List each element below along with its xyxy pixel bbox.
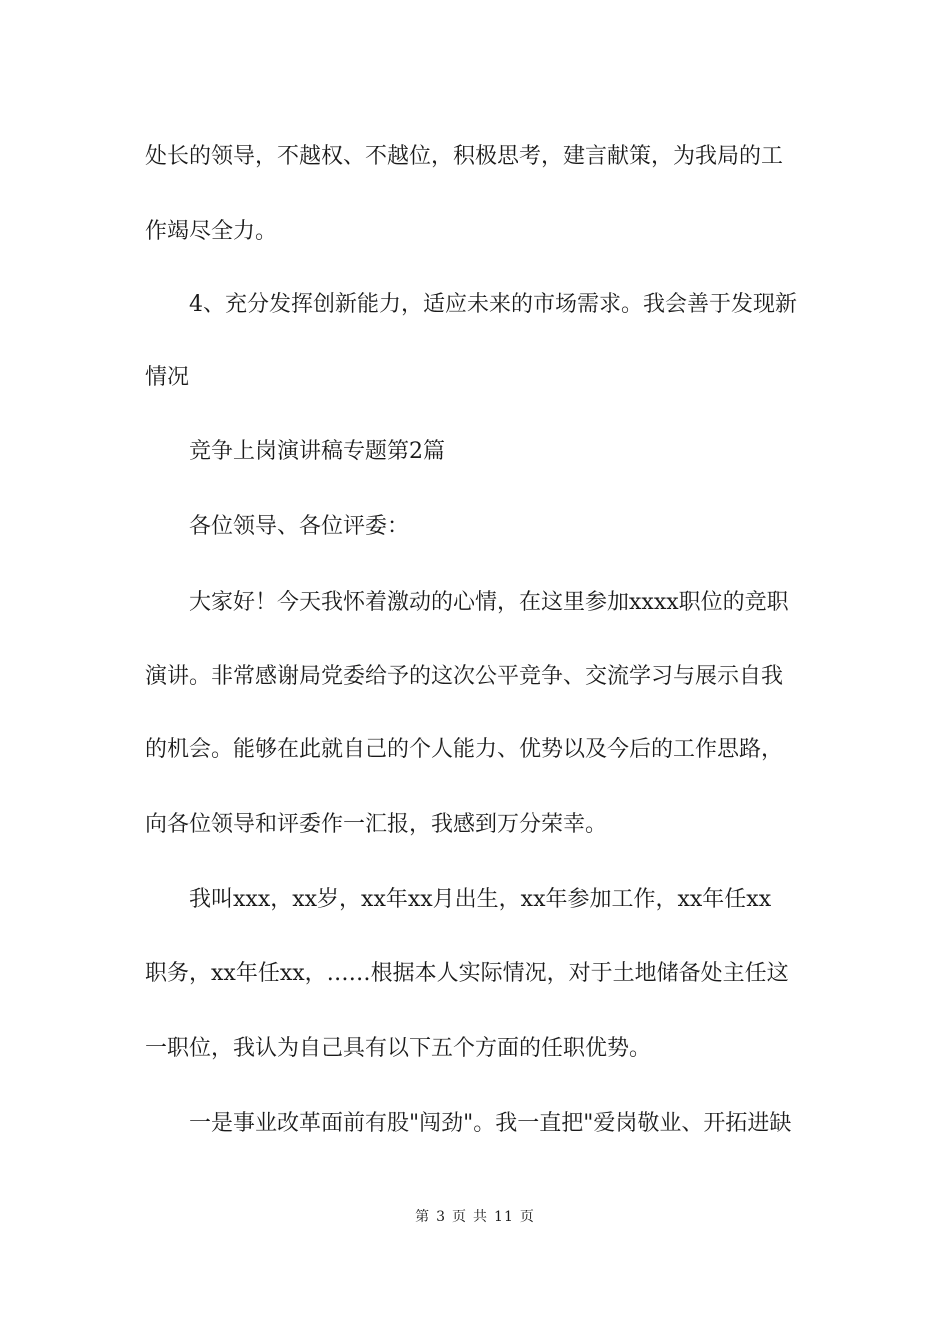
text-line-8: 演讲。非常感谢局党委给予的这次公平竞争、交流学习与展示自我 — [145, 664, 784, 689]
page-footer — [0, 1207, 950, 1227]
text-line-13: 一职位，我认为自己具有以下五个方面的任职优势。 — [145, 1036, 652, 1061]
text-line-2: 作竭尽全力。 — [145, 219, 278, 244]
text-line-12: 职务，xx年任xx，……根据本人实际情况，对于土地储备处主任这 — [145, 961, 789, 986]
text-line-7: 大家好！今天我怀着激动的心情，在这里参加xxxx职位的竞职 — [145, 590, 789, 615]
footer-page-word: 页 — [452, 1209, 468, 1225]
text-line-1: 处长的领导，不越权、不越位，积极思考，建言献策，为我局的工 — [145, 144, 784, 169]
text-line-11: 我叫xxx，xx岁，xx年xx月出生，xx年参加工作，xx年任xx — [145, 887, 772, 912]
section-heading: 竞争上岗演讲稿专题第2篇 — [145, 439, 445, 464]
salutation: 各位领导、各位评委： — [145, 514, 410, 539]
text-line-9: 的机会。能够在此就自己的个人能力、优势以及今后的工作思路， — [145, 737, 784, 762]
text-line-10: 向各位领导和评委作一汇报，我感到万分荣幸。 — [145, 812, 608, 837]
footer-current-page: 3 — [436, 1209, 447, 1225]
text-line-14: 一是事业改革面前有股"闯劲"。我一直把"爱岗敬业、开拓进缺 — [145, 1111, 792, 1136]
footer-suffix: 页 — [519, 1209, 535, 1225]
text-line-3: 4、充分发挥创新能力，适应未来的市场需求。我会善于发现新 — [145, 292, 797, 317]
footer-total-pages: 11 — [494, 1209, 514, 1225]
footer-prefix: 第 — [415, 1209, 431, 1225]
footer-total-word: 共 — [473, 1209, 489, 1225]
text-line-4: 情况 — [145, 365, 190, 390]
